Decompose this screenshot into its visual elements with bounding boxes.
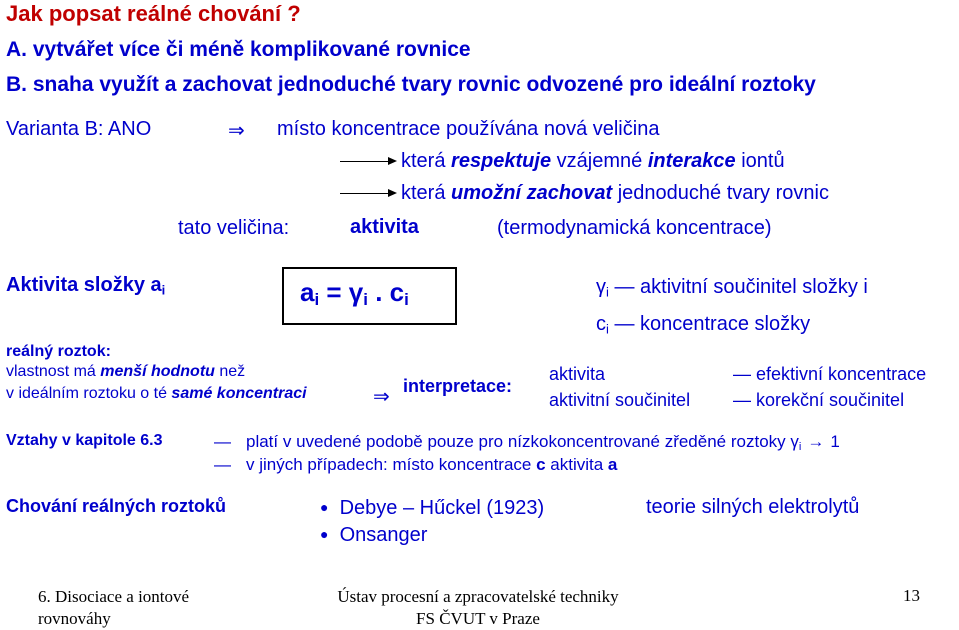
page-title: Jak popsat reálné chování ?: [6, 1, 301, 26]
bullet-icon: ●: [320, 499, 329, 515]
dash-1: —: [214, 432, 231, 451]
real-solution-line-2: v ideálním roztoku o té samé koncentraci: [6, 385, 307, 402]
theory-label: teorie silných elektrolytů: [646, 496, 860, 518]
option-a: A. vytvářet více či méně komplikované rovnice: [6, 38, 471, 61]
term-activity-desc: — efektivní koncentrace: [733, 364, 927, 384]
bullet-item: ● Debye – Hűckel (1923): [320, 497, 545, 519]
behaviour-label: Chování reálných roztoků: [6, 496, 227, 516]
activity-label: Aktivita složky $a_i$: [6, 274, 166, 298]
arrow-right-icon: →: [807, 432, 825, 451]
page-number: 13: [903, 586, 920, 605]
bullet-item: ● Onsanger: [320, 524, 428, 546]
bullet-icon: ●: [320, 526, 329, 542]
footer-center: Ústav procesní a zpracovatelské techniky FS ČVUT v Praze: [337, 587, 619, 628]
option-b: B. snaha využít a zachovat jednoduché tvary rovnic odvozené pro ideální roztoky: [6, 73, 816, 96]
interpretation-label: interpretace:: [403, 376, 513, 396]
equations-line-1: platí v uvedené podobě pouze pro nízkokoncentrované zředěné roztoky $\gamma_i \to 1$: [246, 432, 840, 453]
term-activity: aktivita: [549, 364, 606, 384]
implies-arrow-icon: ⇒: [228, 120, 245, 142]
implies-arrow-icon: ⇒: [373, 386, 390, 408]
gamma-definition: $\gamma_i$ — aktivitní součinitel složky i: [596, 276, 868, 300]
variant-line-1: která respektuje vzájemné interakce iontů: [401, 150, 785, 172]
equations-line-2: v jiných případech: místo koncentrace c aktivita a: [246, 455, 618, 474]
quantity-desc: (termodynamická koncentrace): [497, 217, 772, 239]
dash-2: —: [214, 455, 231, 474]
variant-label: Varianta B: ANO: [6, 118, 152, 140]
c-definition: $c_i$ — koncentrace složky: [596, 313, 811, 337]
variant-text: místo koncentrace používána nová veličina: [277, 118, 660, 140]
activity-formula: $a_i = \gamma_i$ . $c_i$: [300, 277, 409, 310]
quantity-name: aktivita: [350, 216, 419, 238]
quantity-label: tato veličina:: [178, 217, 290, 239]
variant-line-2: která umožní zachovat jednoduché tvary rovnic: [401, 182, 829, 204]
term-coefficient: aktivitní součinitel: [549, 390, 691, 410]
term-coefficient-desc: — korekční součinitel: [733, 390, 905, 410]
footer-left: 6. Disociace a iontové rovnováhy: [38, 587, 190, 628]
real-solution-line-1: vlastnost má menší hodnotu než: [6, 363, 246, 380]
real-solution-heading: reálný roztok:: [6, 343, 111, 360]
equations-label: Vztahy v kapitole 6.3: [6, 432, 163, 449]
